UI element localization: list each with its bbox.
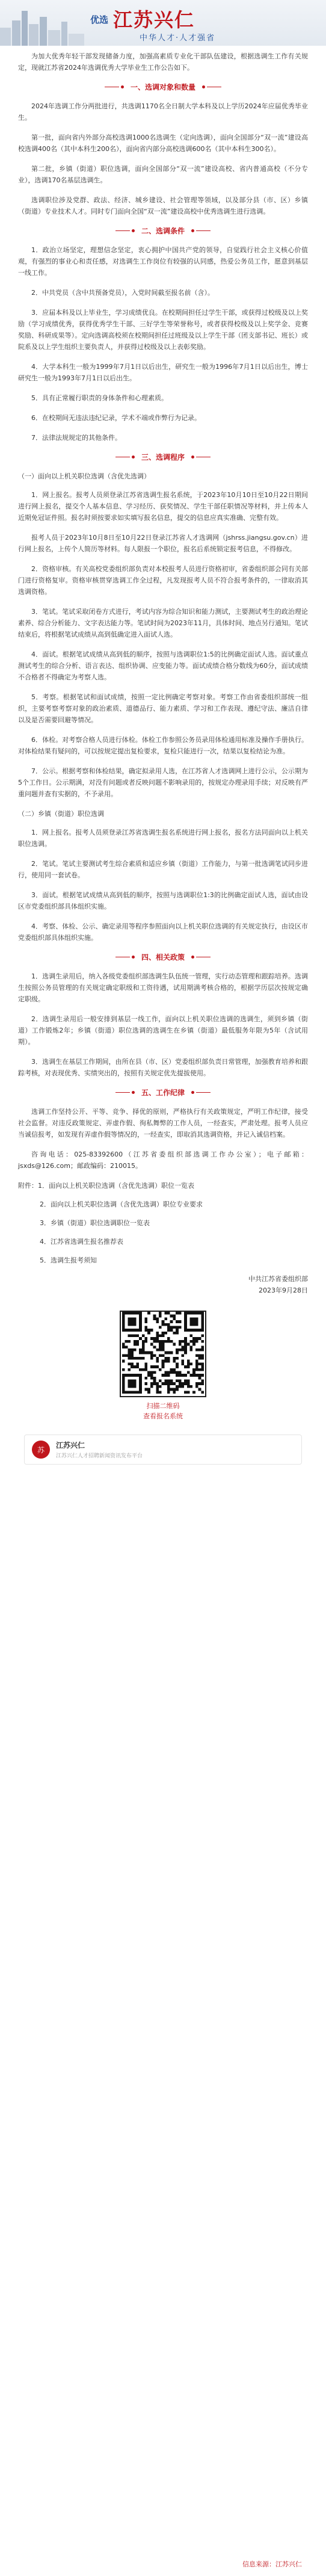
- footer-bar: [0, 2554, 326, 2576]
- account-desc: 江苏兴仁人才招聘新闻资讯发布平台: [56, 1453, 143, 1459]
- section-3-para: 2．笔试。笔试主要测试考生综合素质和适应乡镇（街道）工作能力，与第一批选调笔试同步进行，使用同一套试卷。: [18, 860, 308, 879]
- article-body: [0, 46, 326, 1465]
- section-heading-2: 二、选调条件: [18, 226, 308, 236]
- section-heading-4: 四、相关政策: [18, 952, 308, 962]
- signature-org: 中共江苏省委组织部: [248, 1275, 308, 1283]
- section-3-para: 6．体检。对考察合格人员进行体检。体检工作参照公务员录用体检通用标准及操作手册执行。对体检结果有疑问的，可以按规定提出复检要求，复检只能进行一次，结果以复检结论为准。: [18, 736, 308, 755]
- section-3-para: 2．资格审核。有关高校党委组织部负责对本校报考人员进行资格初审，省委组织部会同有关部门进行资格复审。资格审核贯穿选调工作全过程，凡发现报考人员不符合报考条件的，一律取消其选调资格。: [18, 565, 308, 596]
- section-3-para: 5．考察。根据笔试和面试成绩，按照一定比例确定考察对象。考察工作由省委组织部统一组织，主要考察考察对象的政治素质、道德品行、能力素质、学习和工作表现、遵纪守法、廉洁自律以及是否需要回避等情况。: [18, 693, 308, 724]
- subsection-heading: （二）乡镇（街道）职位选调: [18, 810, 104, 818]
- qr-code-icon[interactable]: [120, 1311, 206, 1397]
- intro-paragraph: 为加大优秀年轻干部发现储备力度，加强高素质专业化干部队伍建设，根据选调生工作有关规定，现就江苏省2024年选调优秀大学毕业生工作公告如下。: [18, 52, 308, 72]
- subsection-heading: （一）面向以上机关职位选调（含优先选调）: [18, 472, 150, 480]
- section-1-para: 选调职位涉及党群、政法、经济、城乡建设、社会管理等领域，以及部分县（市、区）乡镇（街道）专业技术人才。同时专门面向全国“双一流”建设高校中优秀选调生进行选调。: [18, 196, 308, 215]
- section-2-para: 5．具有正常履行职责的身体条件和心理素质。: [31, 394, 168, 402]
- section-heading-1: 一、选调对象和数量: [18, 82, 308, 92]
- section-1-para: 2024年选调工作分两批进行，共选调1170名全日制大学本科及以上学历2024年应届优秀毕业生。: [18, 102, 308, 122]
- attachment-item[interactable]: 4．江苏省选调生报名推荐表: [40, 1238, 123, 1246]
- section-3-para: 3．面试。根据笔试成绩从高到低的顺序，按照与选调职位1:3的比例确定面试人选，面试由设区市党委组织部具体组织实施。: [18, 891, 308, 910]
- signature-date: 2023年9月28日: [259, 1286, 308, 1294]
- section-2-para: 1．政治立场坚定，理想信念坚定，衷心拥护中国共产党的领导，自觉践行社会主义核心价值观，有强烈的事业心和责任感，对选调生工作岗位有较强的认同感，热爱公务员工作，愿意到基层一线工作。: [18, 246, 308, 277]
- attachment-item[interactable]: 附件：1．面向以上机关职位选调（含优先选调）职位一览表: [18, 1182, 194, 1190]
- section-2-para: 7．法律法规规定的其他条件。: [31, 434, 121, 442]
- footer-source: 信息来源：江苏兴仁: [242, 2560, 302, 2568]
- attachment-item[interactable]: 2．面向以上机关职位选调（含优先选调）职位专业要求: [40, 1200, 203, 1208]
- section-4-para: 2．选调生录用后一般安排到基层一线工作，面向以上机关职位选调的选调生，须到乡镇（街道）工作锻炼2年；乡镇（街道）职位选调的选调生在乡镇（街道）最低服务年限为5年（含试用期）。: [18, 1015, 308, 1046]
- attachment-item[interactable]: 5．选调生报考须知: [40, 1256, 97, 1264]
- header-banner: [0, 0, 326, 46]
- section-2-para: 3．应届本科及以上毕业生，学习成绩优良。在校期间担任过学生干部，或获得过校级及以上奖励（学习成绩优秀，获得优秀学生干部、三好学生等荣誉称号，或者获得校级及以上奖学金、竞赛奖励、科研成果等）。定向选调高校须在校期间担任过班级及以上学生干部（团支部书记、班长）或院系及以上学生组织主要负责人，并获得过校级及以上表彰奖励。: [18, 309, 308, 351]
- account-name: 江苏兴仁: [56, 1441, 85, 1450]
- section-3-para: 报考人员于2023年10月8日至10月22日登录江苏省人才选调网（jshrss.jiangsu.gov.cn）进行网上报名，上传个人简历等材料。每人限报一个职位，报名后系统锁定报考信息，不得修改。: [18, 534, 308, 553]
- section-2-para: 6．在校期间无违法违纪记录，学术不端或作弊行为记录。: [31, 414, 201, 422]
- section-3-para: 4．面试。根据笔试成绩从高到低的顺序，按照与选调职位1:5的比例确定面试人选。面试重点测试考生的综合分析、语言表达、组织协调、应变能力等。面试成绩合格分数线为60分，面试成绩不合格者不得确定为考察人选。: [18, 650, 308, 681]
- qr-block: [109, 1311, 217, 1421]
- section-3-para: 7．公示。根据考察和体检结果，确定拟录用人选，在江苏省人才选调网上进行公示，公示期为5个工作日。公示期满，对没有问题或者反映问题不影响录用的，按规定办理录用手续；对反映有严重问题并查有实据的，不予录用。: [18, 767, 308, 798]
- section-2-para: 4．大学本科生一般为1999年7月1日以后出生，研究生一般为1996年7月1日以后出生，博士研究生一般为1993年7月1日以后出生。: [18, 363, 308, 382]
- section-1-para: 第二批，乡镇（街道）职位选调，面向全国部分“双一流”建设高校、省内普通高校（不分专业），选调170名基层选调生。: [18, 165, 308, 184]
- banner-left-text: 优选: [90, 14, 109, 25]
- banner-title: 江苏兴仁: [113, 8, 195, 31]
- section-4-para: 3．选调生在基层工作期间，由所在县（市、区）党委组织部负责日常管理，加强教育培养和跟踪考核，对表现优秀、实绩突出的，按照有关规定优先提拔使用。: [18, 1058, 308, 1077]
- contact-paragraph: 咨询电话：025-83392600（江苏省委组织部选调工作办公室）；电子邮箱：jsxds@126.com；邮政编码：210015。: [18, 1151, 308, 1170]
- section-3-para: 1．网上报名。报考人员须登录江苏省选调生报名系统进行网上报名，报名方法同面向以上机关职位选调。: [18, 829, 308, 848]
- section-3-para: 3．笔试。笔试采取闭卷方式进行，考试内容为综合知识和能力测试，主要测试考生的政治理论素养、综合分析能力、文字表达能力等。笔试时间为2023年11月，具体时间、地点另行通知。笔试结束后，将根据笔试成绩从高到低确定进入面试人选。: [18, 608, 308, 638]
- attachment-item[interactable]: 3．乡镇（街道）职位选调职位一览表: [40, 1219, 150, 1227]
- section-5-para: 选调工作坚持公开、平等、竞争、择优的原则，严格执行有关政策规定，严明工作纪律，接受社会监督。对违反政策规定、弄虚作假、徇私舞弊的工作人员，一经查实，严肃处理。报考人员应当诚信报考，如发现有弄虚作假等情况的，一经查实，即取消其选调资格，并记入诚信档案。: [18, 1108, 308, 1138]
- account-logo-icon: 苏: [32, 1441, 50, 1459]
- banner-subtitle: 中华人才·人才强省: [140, 34, 216, 43]
- section-4-para: 1．选调生录用后，纳入各级党委组织部选调生队伍统一管理，实行动态管理和跟踪培养。选调生按照公务员管理的有关规定确定职级和工资待遇，试用期满考核合格的，根据学历层次按规定确定职级。: [18, 972, 308, 1003]
- qr-caption: 扫描二维码 查看报名系统: [143, 1402, 183, 1420]
- section-2-para: 2．中共党员（含中共预备党员），入党时间截至报名前（含）。: [31, 289, 214, 297]
- section-heading-5: 五、工作纪律: [18, 1087, 308, 1098]
- signature-block: [18, 1273, 308, 1296]
- section-heading-3: 三、选调程序: [18, 452, 308, 462]
- section-1-para: 第一批，面向省内外部分高校选调1000名选调生（定向选调），面向全国部分“双一流”建设高校选调400名（其中本科生200名），面向省内部分高校选调600名（其中本科生300名）。: [18, 134, 308, 153]
- section-3-para: 1．网上报名。报考人员须登录江苏省选调生报名系统，于2023年10月10日至10月22日期间进行网上报名，提交个人基本信息、学习经历、获奖情况、学生干部任职情况等材料，并上传本人近期免冠证件照。报名时须按要求如实填写报名信息，提交的信息应真实准确、完整有效。: [18, 491, 308, 522]
- account-card[interactable]: [24, 1435, 302, 1465]
- section-3-para: 4．考察、体检、公示、确定录用等程序参照面向以上机关职位选调的有关规定执行，由设区市党委组织部具体组织实施。: [18, 922, 308, 942]
